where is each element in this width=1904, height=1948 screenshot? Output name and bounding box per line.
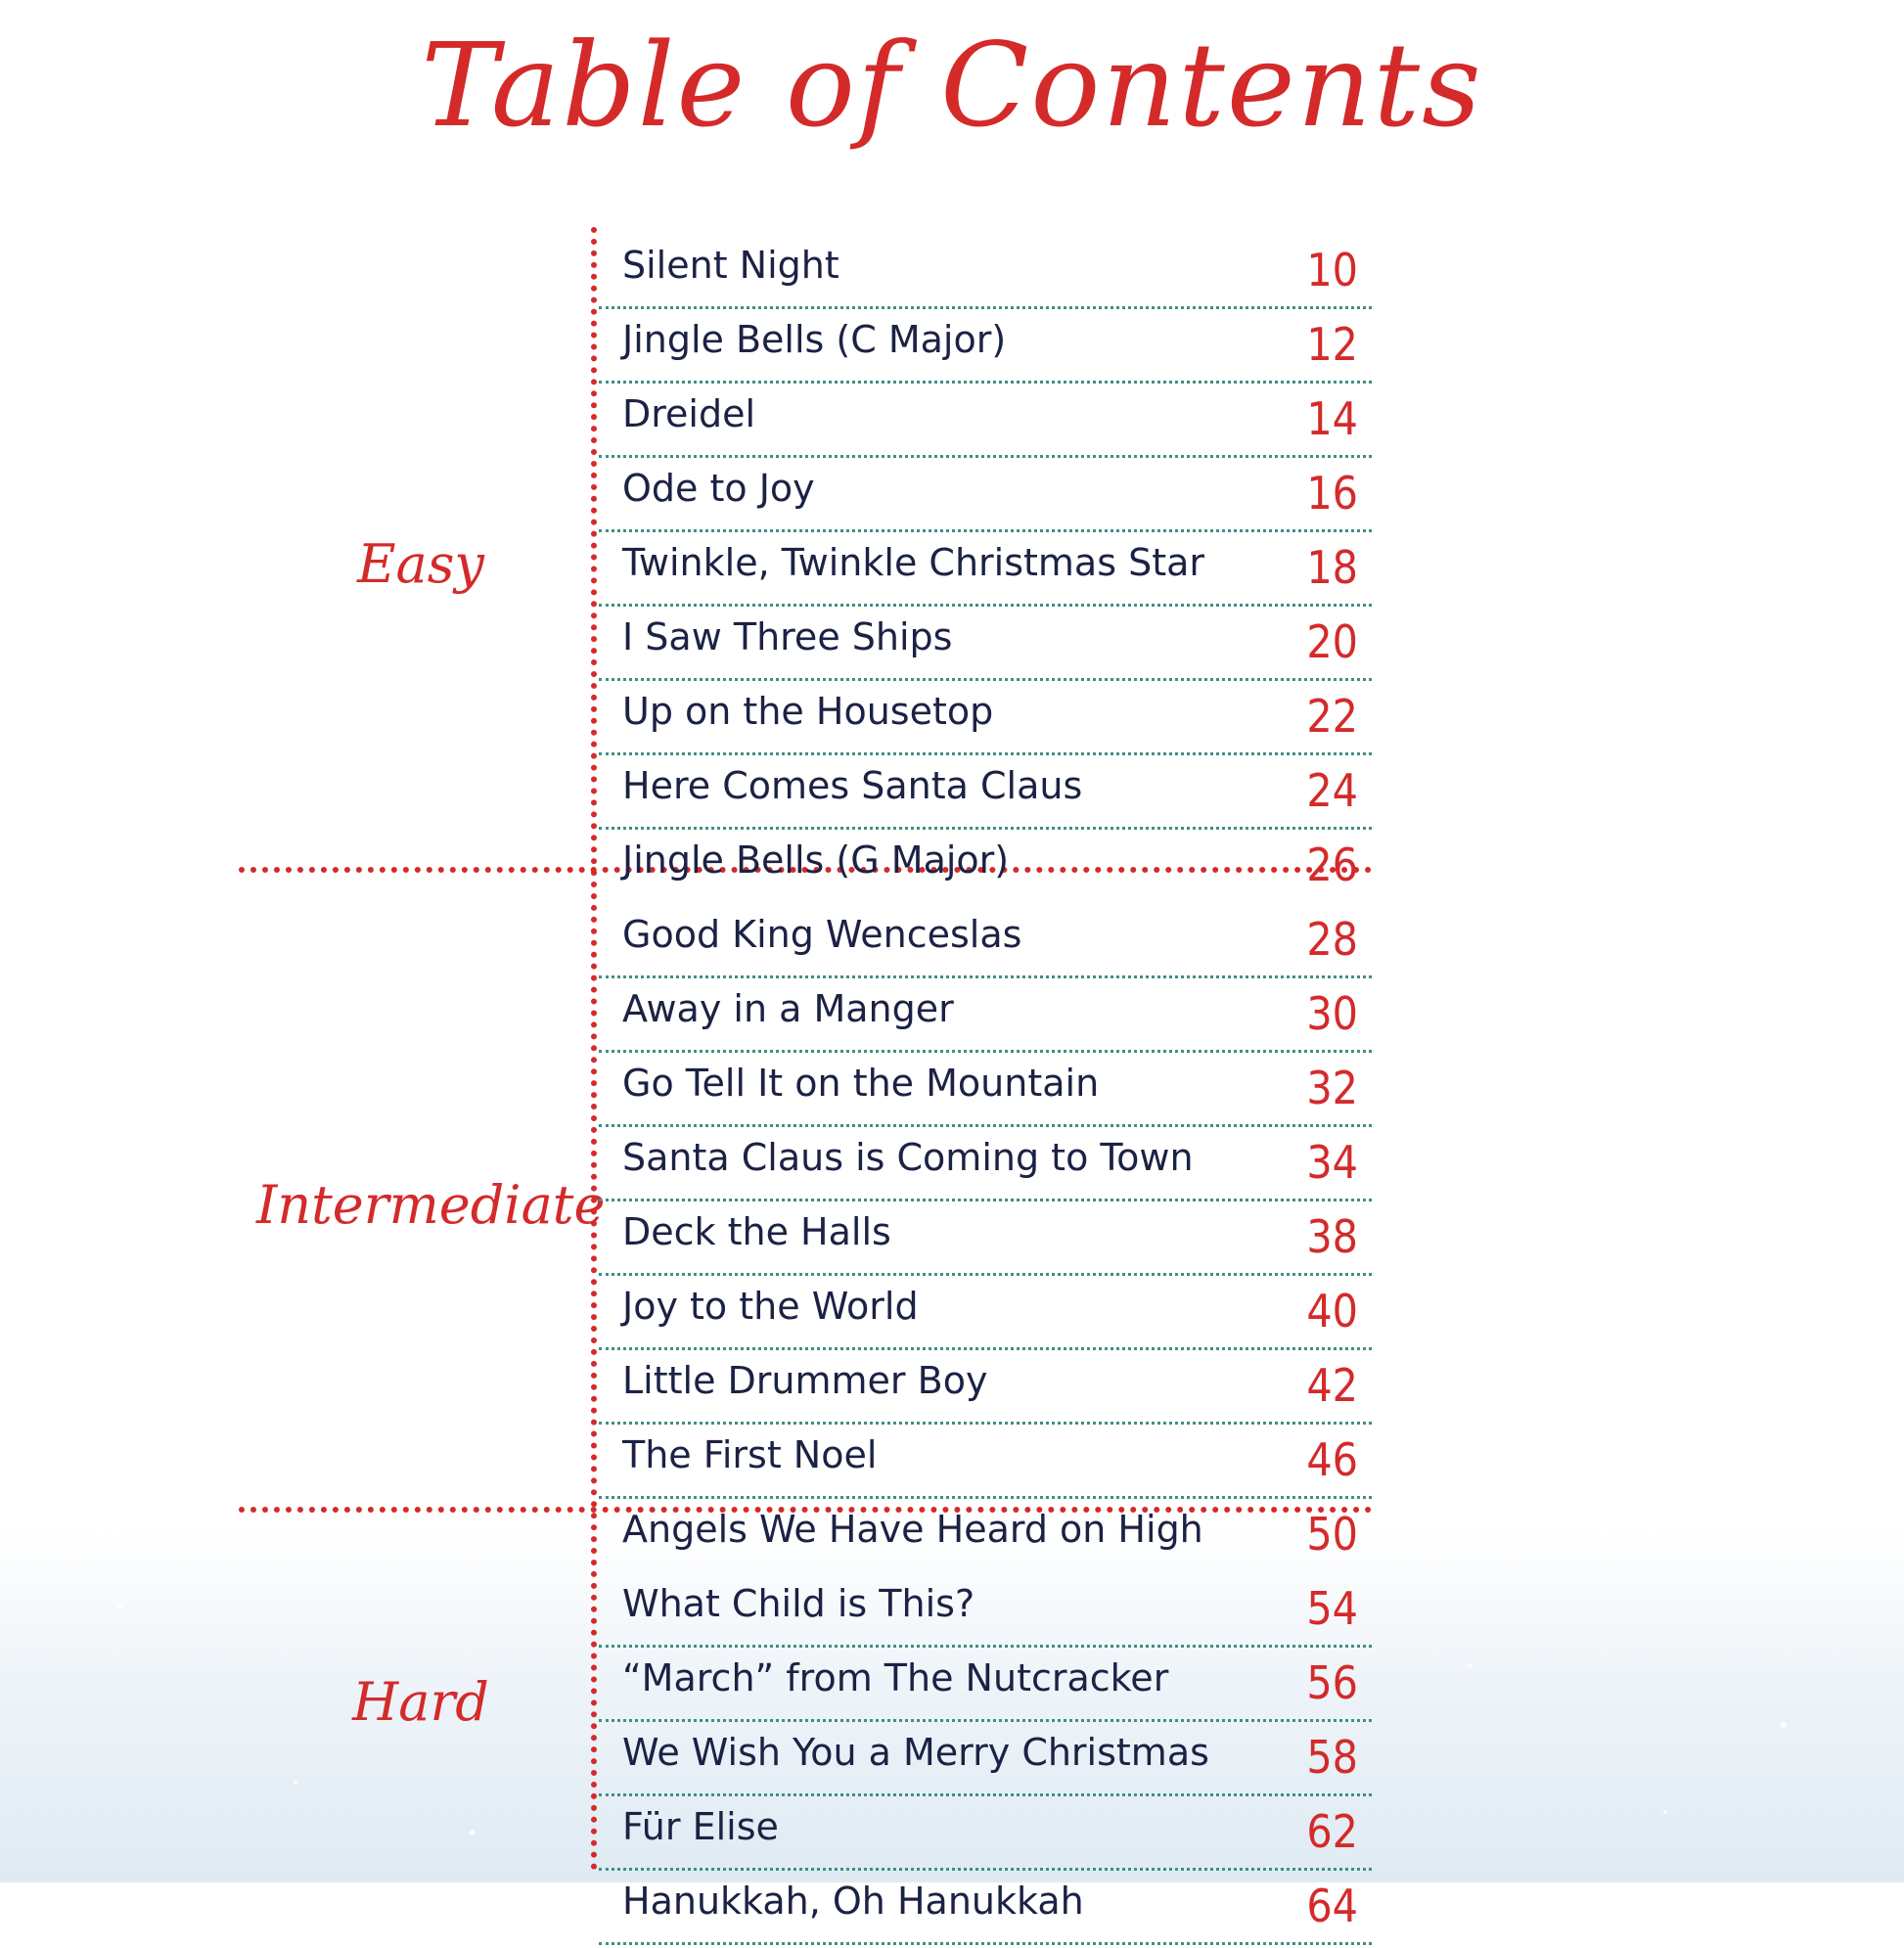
entry-title: Für Elise <box>622 1805 779 1848</box>
list-item[interactable] <box>599 1725 1372 1796</box>
entry-page: 38 <box>1306 1210 1358 1263</box>
entry-page: 62 <box>1306 1805 1358 1858</box>
page-title: Table of Contents <box>421 18 1483 153</box>
entry-page: 10 <box>1306 244 1358 296</box>
entry-title: Twinkle, Twinkle Christmas Star <box>622 541 1205 584</box>
entry-title: We Wish You a Merry Christmas <box>622 1731 1209 1774</box>
section-label-easy: Easy <box>357 533 484 595</box>
list-item[interactable] <box>599 1427 1372 1499</box>
entry-page: 64 <box>1306 1880 1358 1932</box>
list-item[interactable] <box>599 1056 1372 1127</box>
list-item[interactable] <box>599 312 1372 384</box>
entry-page: 56 <box>1306 1656 1358 1709</box>
list-item[interactable] <box>599 1502 1372 1573</box>
entry-page: 18 <box>1306 541 1358 594</box>
list-item[interactable] <box>599 907 1372 978</box>
entry-title: Hanukkah, Oh Hanukkah <box>622 1880 1084 1923</box>
list-item[interactable] <box>599 1799 1372 1871</box>
section-label-intermediate: Intermediate <box>256 1174 606 1236</box>
entry-page: 26 <box>1306 838 1358 891</box>
entry-title: Away in a Manger <box>622 987 954 1030</box>
section-label-hard: Hard <box>352 1671 489 1733</box>
list-item[interactable] <box>599 1874 1372 1945</box>
entry-title: “March” from The Nutcracker <box>622 1656 1169 1699</box>
entry-page: 16 <box>1306 467 1358 520</box>
vertical-divider <box>591 227 597 1871</box>
entry-title: Go Tell It on the Mountain <box>622 1062 1100 1105</box>
contents-list <box>599 238 1372 1948</box>
entry-page: 32 <box>1306 1062 1358 1114</box>
list-item[interactable] <box>599 1651 1372 1722</box>
list-item[interactable] <box>599 1204 1372 1276</box>
entry-title: Good King Wenceslas <box>622 913 1022 956</box>
list-item[interactable] <box>599 238 1372 309</box>
entry-title: Here Comes Santa Claus <box>622 764 1083 807</box>
entry-title: Joy to the World <box>622 1285 919 1328</box>
list-item[interactable] <box>599 833 1372 904</box>
snowflake-decoration <box>470 1830 476 1835</box>
entry-page: 46 <box>1306 1433 1358 1486</box>
snowflake-decoration <box>1663 1810 1667 1814</box>
entry-title: Jingle Bells (G Major) <box>622 838 1010 882</box>
entry-page: 28 <box>1306 913 1358 966</box>
list-item[interactable] <box>599 610 1372 681</box>
list-item[interactable] <box>599 684 1372 755</box>
entry-page: 58 <box>1306 1731 1358 1784</box>
list-item[interactable] <box>599 758 1372 830</box>
entry-page: 24 <box>1306 764 1358 817</box>
entry-page: 50 <box>1306 1508 1358 1561</box>
entry-title: Angels We Have Heard on High <box>622 1508 1203 1551</box>
list-item[interactable] <box>599 386 1372 458</box>
entry-title: Deck the Halls <box>622 1210 891 1253</box>
entry-title: I Saw Three Ships <box>622 615 953 658</box>
entry-title: The First Noel <box>622 1433 878 1476</box>
entry-page: 40 <box>1306 1285 1358 1337</box>
snowflake-decoration <box>1781 1722 1787 1728</box>
list-item[interactable] <box>599 981 1372 1053</box>
list-item[interactable] <box>599 1576 1372 1648</box>
list-item[interactable] <box>599 461 1372 532</box>
entry-title: Little Drummer Boy <box>622 1359 988 1402</box>
list-item[interactable] <box>599 535 1372 607</box>
entry-page: 14 <box>1306 392 1358 445</box>
entry-title: Dreidel <box>622 392 756 435</box>
snowflake-decoration <box>1468 1663 1473 1668</box>
entry-page: 34 <box>1306 1136 1358 1189</box>
entry-title: Ode to Joy <box>622 467 815 510</box>
entry-title: Up on the Housetop <box>622 690 994 733</box>
list-item[interactable] <box>599 1130 1372 1201</box>
entry-page: 12 <box>1306 318 1358 371</box>
list-item[interactable] <box>599 1279 1372 1350</box>
entry-title: Santa Claus is Coming to Town <box>622 1136 1194 1179</box>
snowflake-decoration <box>117 1605 122 1609</box>
entry-page: 42 <box>1306 1359 1358 1412</box>
entry-title: What Child is This? <box>622 1582 975 1625</box>
snowflake-decoration <box>294 1781 297 1785</box>
entry-title: Jingle Bells (C Major) <box>622 318 1007 361</box>
entry-page: 20 <box>1306 615 1358 668</box>
list-item[interactable] <box>599 1353 1372 1425</box>
entry-page: 54 <box>1306 1582 1358 1635</box>
entry-title: Silent Night <box>622 244 839 287</box>
entry-page: 22 <box>1306 690 1358 743</box>
entry-page: 30 <box>1306 987 1358 1040</box>
